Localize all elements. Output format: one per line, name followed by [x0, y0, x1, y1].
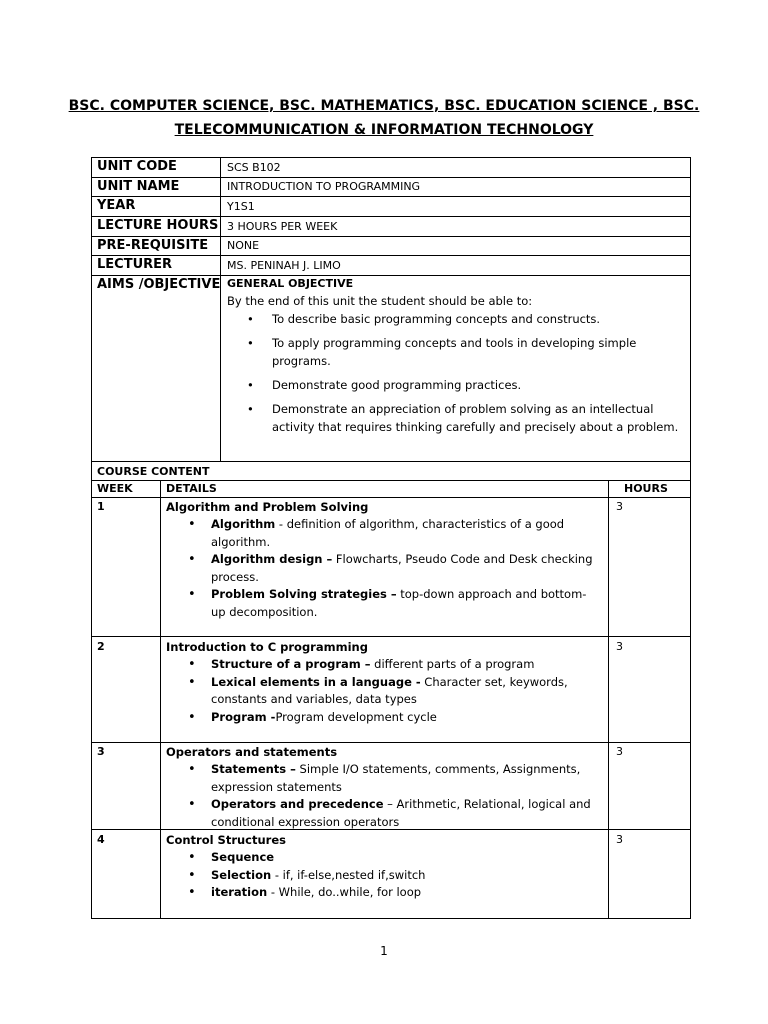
info-row-unit-name	[92, 178, 690, 197]
topic-description: - While, do..while, for loop	[267, 885, 422, 899]
topic-item	[166, 761, 596, 796]
topic-term: iteration	[211, 885, 268, 899]
topic-list	[166, 849, 596, 902]
topic-term: Problem Solving strategies –	[211, 587, 397, 601]
aims-label: AIMS /OBJECTIVE	[97, 277, 221, 292]
topic-item	[166, 674, 596, 709]
objective-item: • To describe basic programming concepts and constructs.	[227, 310, 687, 328]
table-rule	[92, 497, 690, 498]
topic-term: Structure of a program –	[211, 657, 371, 671]
week-number: 3	[97, 745, 105, 758]
week-details	[166, 639, 596, 726]
document-title-line-1: BSC. COMPUTER SCIENCE, BSC. MATHEMATICS, BSC. EDUCATION SCIENCE , BSC.	[68, 98, 700, 114]
topic-description: Flowcharts, Pseudo Code and Desk checking process.	[211, 552, 593, 584]
info-value: NONE	[227, 239, 260, 252]
topic-description: Character set, keywords, constants and variables, data types	[211, 674, 568, 706]
objective-list	[227, 310, 687, 436]
week-details	[166, 499, 596, 621]
topic-term: Lexical elements in a language -	[211, 674, 421, 689]
objective-item: • Demonstrate an appreciation of problem solving as an intellectual activity that requires thinking carefully and precisely about a problem.	[227, 400, 687, 436]
week-details	[166, 832, 596, 902]
week-details	[166, 744, 596, 831]
objective-intro: By the end of this unit the student should be able to:	[227, 294, 533, 308]
info-value: 3 HOURS PER WEEK	[227, 220, 338, 233]
info-label: YEAR	[97, 198, 136, 213]
week-number: 1	[97, 500, 105, 513]
week-hours: 3	[616, 500, 623, 513]
topic-item	[166, 586, 596, 621]
week-topic-title: Control Structures	[166, 833, 286, 847]
topic-term: Algorithm design –	[211, 552, 333, 566]
topic-description: – Arithmetic, Relational, logical and conditional expression operators	[211, 797, 591, 829]
week-hours: 3	[616, 640, 623, 653]
topic-item	[166, 884, 596, 902]
topic-list	[166, 761, 596, 831]
topic-description: Program development cycle	[275, 709, 437, 724]
week-number: 4	[97, 833, 105, 846]
objective-item: • Demonstrate good programming practices.	[227, 376, 687, 394]
info-label: LECTURE HOURS	[97, 218, 219, 233]
topic-description: - definition of algorithm, characteristics of a good algorithm.	[211, 517, 565, 549]
document-title-line-2: TELECOMMUNICATION & INFORMATION TECHNOLOGY	[174, 122, 594, 138]
topic-description: Simple I/O statements, comments, Assignments, expression statements	[211, 762, 581, 794]
topic-description: top-down approach and bottom-up decomposition.	[211, 587, 587, 619]
page-number: 1	[380, 944, 388, 958]
table-rule	[92, 636, 690, 637]
topic-list	[166, 656, 596, 726]
info-value: Y1S1	[227, 200, 255, 213]
topic-term: Algorithm	[211, 517, 276, 531]
info-row-unit-code	[92, 158, 690, 178]
topic-item	[166, 867, 596, 885]
header-details: DETAILS	[166, 482, 217, 495]
week-topic-title: Algorithm and Problem Solving	[166, 500, 369, 514]
header-hours: HOURS	[624, 482, 668, 495]
info-row-year	[92, 197, 690, 217]
info-value: SCS B102	[227, 161, 281, 174]
week-topic-title: Introduction to C programming	[166, 640, 368, 654]
info-value: MS. PENINAH J. LIMO	[227, 259, 341, 272]
topic-term: Sequence	[211, 850, 275, 864]
column-divider	[160, 480, 161, 918]
topic-item	[166, 849, 596, 867]
info-label: PRE-REQUISITE	[97, 238, 209, 253]
week-hours: 3	[616, 833, 623, 846]
aims-content	[227, 276, 687, 436]
general-objective-heading: GENERAL OBJECTIVE	[227, 277, 354, 290]
topic-term: Program -	[211, 709, 276, 724]
week-number: 2	[97, 640, 105, 653]
objective-item: • To apply programming concepts and tools in developing simple programs.	[227, 334, 687, 370]
topic-term: Operators and precedence	[211, 797, 384, 811]
topic-term: Selection	[211, 867, 272, 882]
topic-description: different parts of a program	[370, 657, 535, 671]
topic-term: Statements –	[211, 762, 296, 776]
week-hours: 3	[616, 745, 623, 758]
info-label: UNIT NAME	[97, 179, 180, 194]
course-content-caption: COURSE CONTENT	[97, 465, 210, 478]
topic-item	[166, 796, 596, 831]
topic-description: - if, if-else,nested if,switch	[271, 867, 426, 882]
table-rule	[92, 742, 690, 743]
header-week: WEEK	[97, 482, 133, 495]
topic-item	[166, 516, 596, 551]
info-value: INTRODUCTION TO PROGRAMMING	[227, 180, 421, 193]
week-topic-title: Operators and statements	[166, 745, 338, 759]
unit-info-table	[91, 157, 691, 462]
info-row-lecturer	[92, 256, 690, 276]
course-content-table	[91, 462, 691, 919]
info-label: UNIT CODE	[97, 159, 177, 174]
topic-item	[166, 551, 596, 586]
info-row-lecture-hours	[92, 217, 690, 237]
topic-item	[166, 709, 596, 727]
info-label: LECTURER	[97, 257, 173, 272]
info-row-prerequisite	[92, 237, 690, 256]
topic-item	[166, 656, 596, 674]
column-divider	[608, 480, 609, 918]
topic-list	[166, 516, 596, 621]
